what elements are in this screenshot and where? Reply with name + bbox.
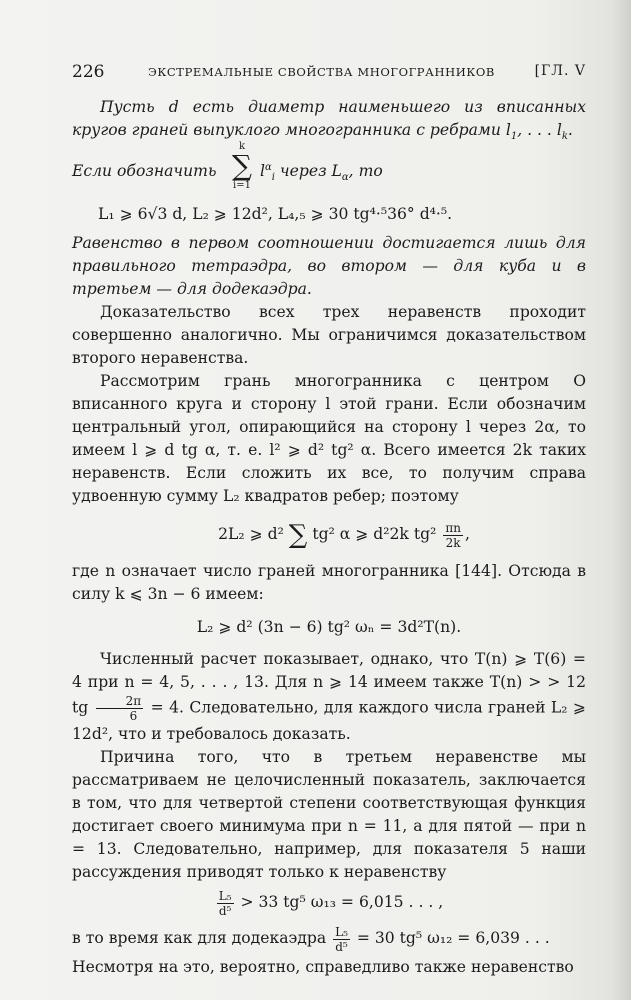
chapter-label: [ГЛ. V — [534, 63, 586, 79]
sum-term: $l^\alpha_i$ через $L_\alpha$, то — [260, 161, 383, 184]
if-label: Если обозначить — [72, 162, 217, 180]
inequality-fifth-power: $\frac{\text{L₅}}{\text{d⁵}}$ > 33 tg⁵ ω₁₃ = 6,015 . . . , — [218, 888, 444, 918]
running-title: ЭКСТРЕМАЛЬНЫЕ СВОЙСТВА МНОГОГРАННИКОВ — [148, 65, 495, 79]
formula-tn: L₂ ⩾ d² (3n − 6) tg² ωₙ = 3d²T(n). — [196, 618, 462, 636]
equality-statement: Равенство в первом соотношении достигается лишь для правильного тетраэдра, во втором — для куба и в третьем — для додекаэдра. — [72, 234, 586, 298]
running-header — [72, 62, 586, 84]
paragraph-faces-count: где n означает число граней многогранника [144]. Отсюда в силу k ⩽ 3n − 6 имеем: — [72, 562, 586, 603]
theorem-sum-definition — [72, 142, 586, 196]
page-body — [72, 96, 586, 979]
paragraph-proof-intro: Доказательство всех трех неравенств проходит совершенно аналогично. Мы ограничимся доказательством второго неравенства. — [72, 303, 586, 367]
formula-sum-edges: 2L₂ ⩾ d² ∑ tg² α ⩾ d²2k tg² $\frac{\pi n}{2k}$ , — [218, 520, 470, 550]
paragraph-reason: Причина того, что в третьем неравенстве мы рассматриваем не целочисленный показатель, заключается в том, что для четвертой степени соответствующая функция достигает своего минимума при n = 11, а для пятой — при n = 13. Следовательно, например, для показателя 5 наши рассуждения приводят только к неравенству — [72, 748, 586, 881]
paragraph-face: Рассмотрим грань многогранника с центром O вписанного круга и сторону l этой грани. Если обозначим центральный угол, опирающийся на сторону l через 2α, то имеем l ⩾ d tg α, т. е. l² ⩾ d² tg² α. Всего имеется 2k таких неравенств. Если сложить их все, то получим справа удвоенную сумму L₂ квадратов ребер; поэтому — [72, 372, 586, 505]
theorem-statement: Пусть d есть диаметр наименьшего из вписанных кругов граней выпуклого многогранника с ребрами $l_1$, . . . $l_k$. — [72, 98, 586, 143]
page-number: 226 — [72, 62, 105, 82]
paragraph-numeric: Численный расчет показывает, однако, что T(n) ⩾ T(6) = 4 при n = 4, 5, . . . , 13. Для n ⩾ 14 имеем также T(n) > > 12 tg $\frac{2\pi}{6}$ = 4. Следовательно, для каждого числа граней L₂ ⩾ 12d², что и требовалось доказать. — [72, 650, 586, 743]
sum-operator: k ∑ i=1 — [232, 141, 252, 191]
paragraph-conjecture: Несмотря на это, вероятно, справедливо также неравенство — [72, 958, 574, 976]
theorem-formula: L₁ ⩾ 6√3 d, L₂ ⩾ 12d², L₄,₅ ⩾ 30 tg⁴·⁵36° d⁴·⁵. — [98, 205, 453, 223]
dodecahedron-value: в то время как для додекаэдра $\frac{\text{L₅}}{\text{d⁵}}$ = 30 tg⁵ ω₁₂ = 6,039 . . . — [72, 924, 550, 954]
